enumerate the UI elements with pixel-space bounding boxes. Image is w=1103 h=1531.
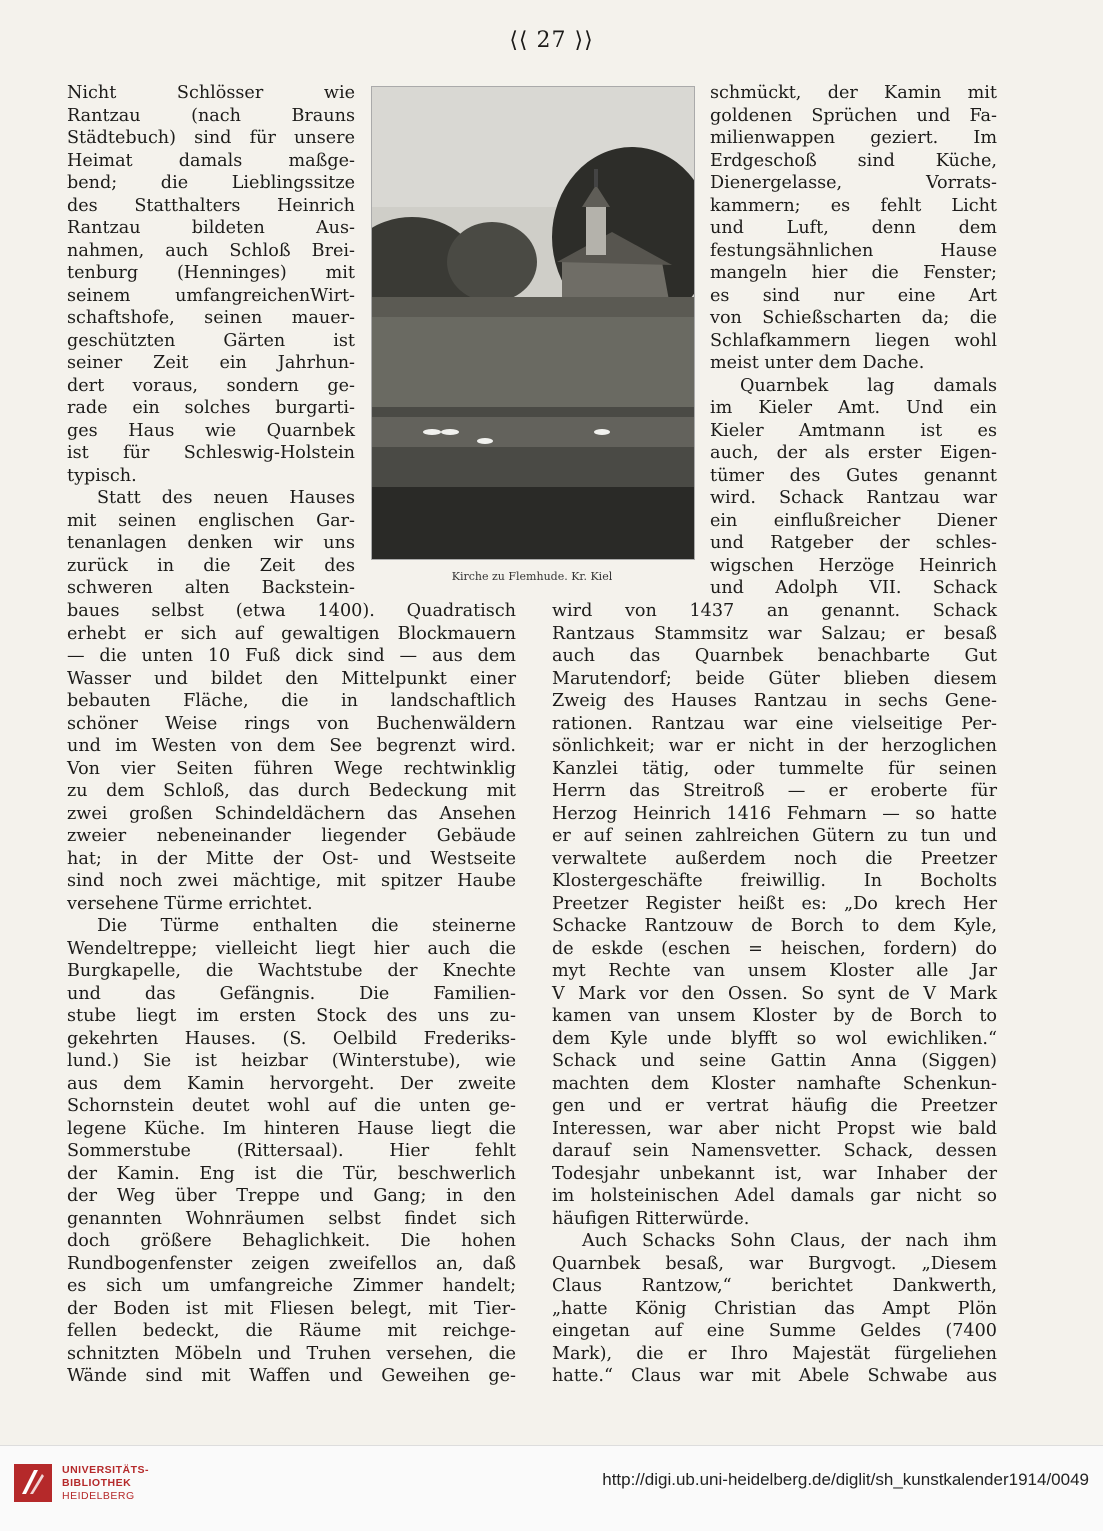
photo-caption: Kirche zu Flemhude. Kr. Kiel <box>451 570 613 583</box>
text-line: Heimat damals maßge- <box>67 150 355 171</box>
text-line: de eskde (eschen = heischen, fordern) do <box>552 938 997 959</box>
text-line: zu dem Schloß, das durch Bedeckung mit <box>67 781 516 801</box>
text-line: erhebt er sich auf gewaltigen Blockmauern <box>67 623 516 644</box>
text-line: gen und er vertrat häufig die Preetzer <box>552 1096 997 1116</box>
text-line: seiner Zeit ein Jahrhun- <box>67 353 355 373</box>
text-line: Quarnbek besaß, war Burgvogt. „Diesem <box>552 1253 997 1274</box>
text-line: Sommerstube (Rittersaal). Hier fehlt <box>67 1141 516 1161</box>
text-line: schnitzten Möbeln und Truhen versehen, die <box>67 1343 516 1364</box>
text-line: Rantzaus Stammsitz war Salzau; er besaß <box>552 623 997 644</box>
text-line: Die Türme enthalten die steinerne <box>97 916 516 936</box>
text-line: hat; in der Mitte der Ost- und Westseite <box>67 848 516 869</box>
photo-illustration <box>372 87 694 559</box>
text-line: myt Rechte van unsem Kloster alle Jar <box>552 961 997 981</box>
text-line: verwaltete außerdem noch die Preetzer <box>552 848 997 869</box>
text-line: versehene Türme errichtet. <box>67 893 313 914</box>
text-line: rade ein solches burgarti- <box>67 398 355 418</box>
text-line: Kanzlei tätig, oder tummelte für seinen <box>552 758 997 779</box>
text-line: tenburg (Henninges) mit <box>67 263 355 283</box>
text-line: seinem umfangreichenWirt- <box>67 285 355 306</box>
text-line: Schack und seine Gattin Anna (Siggen) <box>552 1051 997 1071</box>
text-line: tenanlagen denken wir uns <box>67 533 355 553</box>
text-line: sönlichkeit; war er nicht in der herzoglichen <box>552 736 997 756</box>
page-number-header <box>0 28 1103 53</box>
text-line: ein einflußreicher Diener <box>710 510 997 531</box>
text-line: schmückt, der Kamin mit <box>710 83 997 103</box>
text-line: meist unter dem Dache. <box>710 353 925 373</box>
text-line: zwei großen Schindeldächern das Ansehen <box>67 803 516 824</box>
text-line: nahmen, auch Schloß Brei- <box>67 240 355 261</box>
ornament-left: ⟨⟨ <box>509 28 537 53</box>
text-line: Statt des neuen Hauses <box>97 488 355 508</box>
text-line: hatte.“ Claus war mit Abele Schwabe aus <box>552 1366 997 1386</box>
text-line: und im Westen von dem See begrenzt wird. <box>67 736 516 756</box>
text-line: fellen bedeckt, die Räume mit reichge- <box>67 1321 516 1341</box>
text-line: genannten Wohnräumen selbst findet sich <box>67 1208 516 1229</box>
text-line: Marutendorf; beide Güter blieben diesem <box>552 668 997 689</box>
text-line: Wendeltreppe; vielleicht liegt hier auch die <box>67 938 516 959</box>
text-line: kammern; es fehlt Licht <box>710 195 997 216</box>
text-line: Preetzer Register heißt es: „Do krech Her <box>552 893 997 914</box>
text-line: Claus Rantzow,“ berichtet Dankwerth, <box>552 1276 997 1296</box>
text-line: darauf sein Namensvetter. Schack, dessen <box>552 1141 997 1161</box>
church-photograph <box>371 86 695 560</box>
text-line: Dienergelasse, Vorrats- <box>710 173 997 193</box>
text-line: es sind nur eine Art <box>710 285 997 306</box>
text-line: milienwappen geziert. Im <box>710 128 997 148</box>
text-line: Quarnbek lag damals <box>740 375 997 396</box>
text-line: der Boden ist mit Fliesen belegt, mit Tier- <box>67 1298 516 1319</box>
text-line: Schlafkammern liegen wohl <box>710 330 997 351</box>
text-line: wird von 1437 an genannt. Schack <box>552 601 997 621</box>
text-line: Rantzau bildeten Aus- <box>67 218 355 238</box>
text-line: bebauten Fläche, die in landschaftlich <box>67 691 516 711</box>
text-line: dert voraus, sondern ge- <box>67 375 355 396</box>
text-line: von Schießscharten da; die <box>710 308 997 328</box>
text-line: — die unten 10 Fuß dick sind — aus dem <box>67 646 516 666</box>
text-line: Nicht Schlösser wie <box>67 83 355 103</box>
text-line: aus dem Kamin hervorgeht. Der zweite <box>67 1073 516 1094</box>
text-line: Herrn das Streitroß — er eroberte für <box>552 781 997 801</box>
text-line: wird. Schack Rantzau war <box>710 488 997 508</box>
text-line: V Mark vor den Ossen. So synt de V Mark <box>552 983 997 1004</box>
text-line: im holsteinischen Adel damals gar nicht so <box>552 1186 997 1206</box>
library-logo-icon <box>14 1464 52 1502</box>
text-line: im Kieler Amt. Und ein <box>710 398 997 418</box>
text-line: kamen van unsem Kloster by de Borch to <box>552 1006 997 1026</box>
text-line: Todesjahr unbekannt ist, war Inhaber der <box>552 1163 997 1184</box>
text-line: Zweig des Hauses Rantzau in sechs Gene- <box>552 691 997 711</box>
logo-mark <box>14 1464 52 1502</box>
text-line: häufigen Ritterwürde. <box>552 1208 750 1229</box>
text-line: schöner Weise rings von Buchenwäldern <box>67 713 516 734</box>
text-line: mangeln hier die Fenster; <box>710 263 997 283</box>
text-line: auch das Quarnbek benachbarte Gut <box>552 646 997 666</box>
text-line: Wände sind mit Waffen und Geweihen ge- <box>67 1366 516 1386</box>
text-line: der Weg über Treppe und Gang; in den <box>67 1186 516 1206</box>
text-column-left-top <box>67 82 355 600</box>
text-line: und Ratgeber der schles- <box>710 533 997 553</box>
text-line: Klostergeschäfte freiwillig. In Bocholts <box>552 871 997 891</box>
text-line: es sich um umfangreiche Zimmer handelt; <box>67 1276 516 1296</box>
text-line: Erdgeschoß sind Küche, <box>710 150 997 171</box>
text-line: gekehrten Hauses. (S. Oelbild Frederiks- <box>67 1028 516 1049</box>
text-line: Schornstein deutet wohl auf die unten ge- <box>67 1096 516 1116</box>
text-column-right-top <box>710 82 997 600</box>
text-line: eingetan auf eine Summe Geldes (7400 <box>552 1321 997 1341</box>
text-line: ges Haus wie Quarnbek <box>67 420 355 441</box>
text-line: Burgkapelle, die Wachtstube der Knechte <box>67 961 516 981</box>
library-name-line1: UNIVERSITÄTS- <box>62 1464 150 1476</box>
text-line: er auf seinen zahlreichen Gütern zu tun und <box>552 826 997 846</box>
text-line: Interessen, war aber nicht Propst wie bald <box>552 1118 997 1139</box>
library-name-line2: BIBLIOTHEK <box>62 1477 132 1489</box>
text-line: dem Kyle unde blyfft so wol ewichliken.“ <box>552 1028 997 1049</box>
text-line: schweren alten Backstein- <box>67 578 355 598</box>
text-line: baues selbst (etwa 1400). Quadratisch <box>67 601 516 621</box>
library-footer <box>0 1445 1103 1531</box>
text-line: festungsähnlichen Hause <box>710 240 997 261</box>
text-line: typisch. <box>67 465 137 486</box>
text-line: wigschen Herzöge Heinrich <box>710 555 997 576</box>
text-line: zurück in die Zeit des <box>67 555 355 576</box>
text-line: Rundbogenfenster zeigen zweifellos an, daß <box>67 1253 516 1274</box>
page-number: 27 <box>536 28 567 53</box>
text-column-left-bottom <box>67 600 516 1388</box>
text-line: geschützten Gärten ist <box>67 330 355 351</box>
text-column-right-bottom <box>552 600 997 1388</box>
text-line: Rantzau (nach Brauns <box>67 105 355 126</box>
text-line: auch, der als erster Eigen- <box>710 443 997 463</box>
text-line: mit seinen englischen Gar- <box>67 510 355 531</box>
text-line: Auch Schacks Sohn Claus, der nach ihm <box>582 1231 997 1251</box>
text-line: Mark), die er Ihro Majestät fürgeliehen <box>552 1343 997 1364</box>
text-line: Schacke Rantzouw de Borch to dem Kyle, <box>552 916 997 936</box>
text-line: bend; die Lieblingssitze <box>67 173 355 193</box>
text-line: und das Gefängnis. Die Familien- <box>67 983 516 1004</box>
library-name-line3: HEIDELBERG <box>62 1490 135 1502</box>
text-line: Von vier Seiten führen Wege rechtwinklig <box>67 758 516 779</box>
text-line: zweier nebeneinander liegender Gebäude <box>67 826 516 846</box>
text-line: des Statthalters Heinrich <box>67 195 355 216</box>
library-name <box>62 1464 149 1503</box>
text-line: und Adolph VII. Schack <box>710 578 997 598</box>
text-line: sind noch zwei mächtige, mit spitzer Haube <box>67 871 516 891</box>
text-line: der Kamin. Eng ist die Tür, beschwerlich <box>67 1163 516 1184</box>
text-line: rationen. Rantzau war eine vielseitige Per- <box>552 713 997 734</box>
text-line: Kieler Amtmann ist es <box>710 420 997 441</box>
text-line: und Luft, denn dem <box>710 218 997 238</box>
text-line: „hatte König Christian das Ampt Plön <box>552 1298 997 1319</box>
text-line: lund.) Sie ist heizbar (Winterstube), wie <box>67 1051 516 1071</box>
text-line: doch größere Behaglichkeit. Die hohen <box>67 1231 516 1251</box>
text-line: Wasser und bildet den Mittelpunkt einer <box>67 668 516 689</box>
text-line: stube liegt im ersten Stock des uns zu- <box>67 1006 516 1026</box>
text-line: machten dem Kloster namhafte Schenkun- <box>552 1073 997 1094</box>
text-line: schaftshofe, seinen mauer- <box>67 308 355 328</box>
text-line: tümer des Gutes genannt <box>710 465 997 486</box>
text-line: Städtebuch) sind für unsere <box>67 128 355 148</box>
text-line: ist für Schleswig-Holstein <box>67 443 355 463</box>
text-line: legene Küche. Im hinteren Hause liegt die <box>67 1118 516 1139</box>
text-line: goldenen Sprüchen und Fa- <box>710 105 997 126</box>
source-url[interactable]: http://digi.ub.uni-heidelberg.de/diglit/sh_kunstkalender1914/0049 <box>602 1470 1089 1489</box>
text-line: Herzog Heinrich 1416 Fehmarn — so hatte <box>552 803 997 824</box>
ornament-right: ⟩⟩ <box>566 28 594 53</box>
